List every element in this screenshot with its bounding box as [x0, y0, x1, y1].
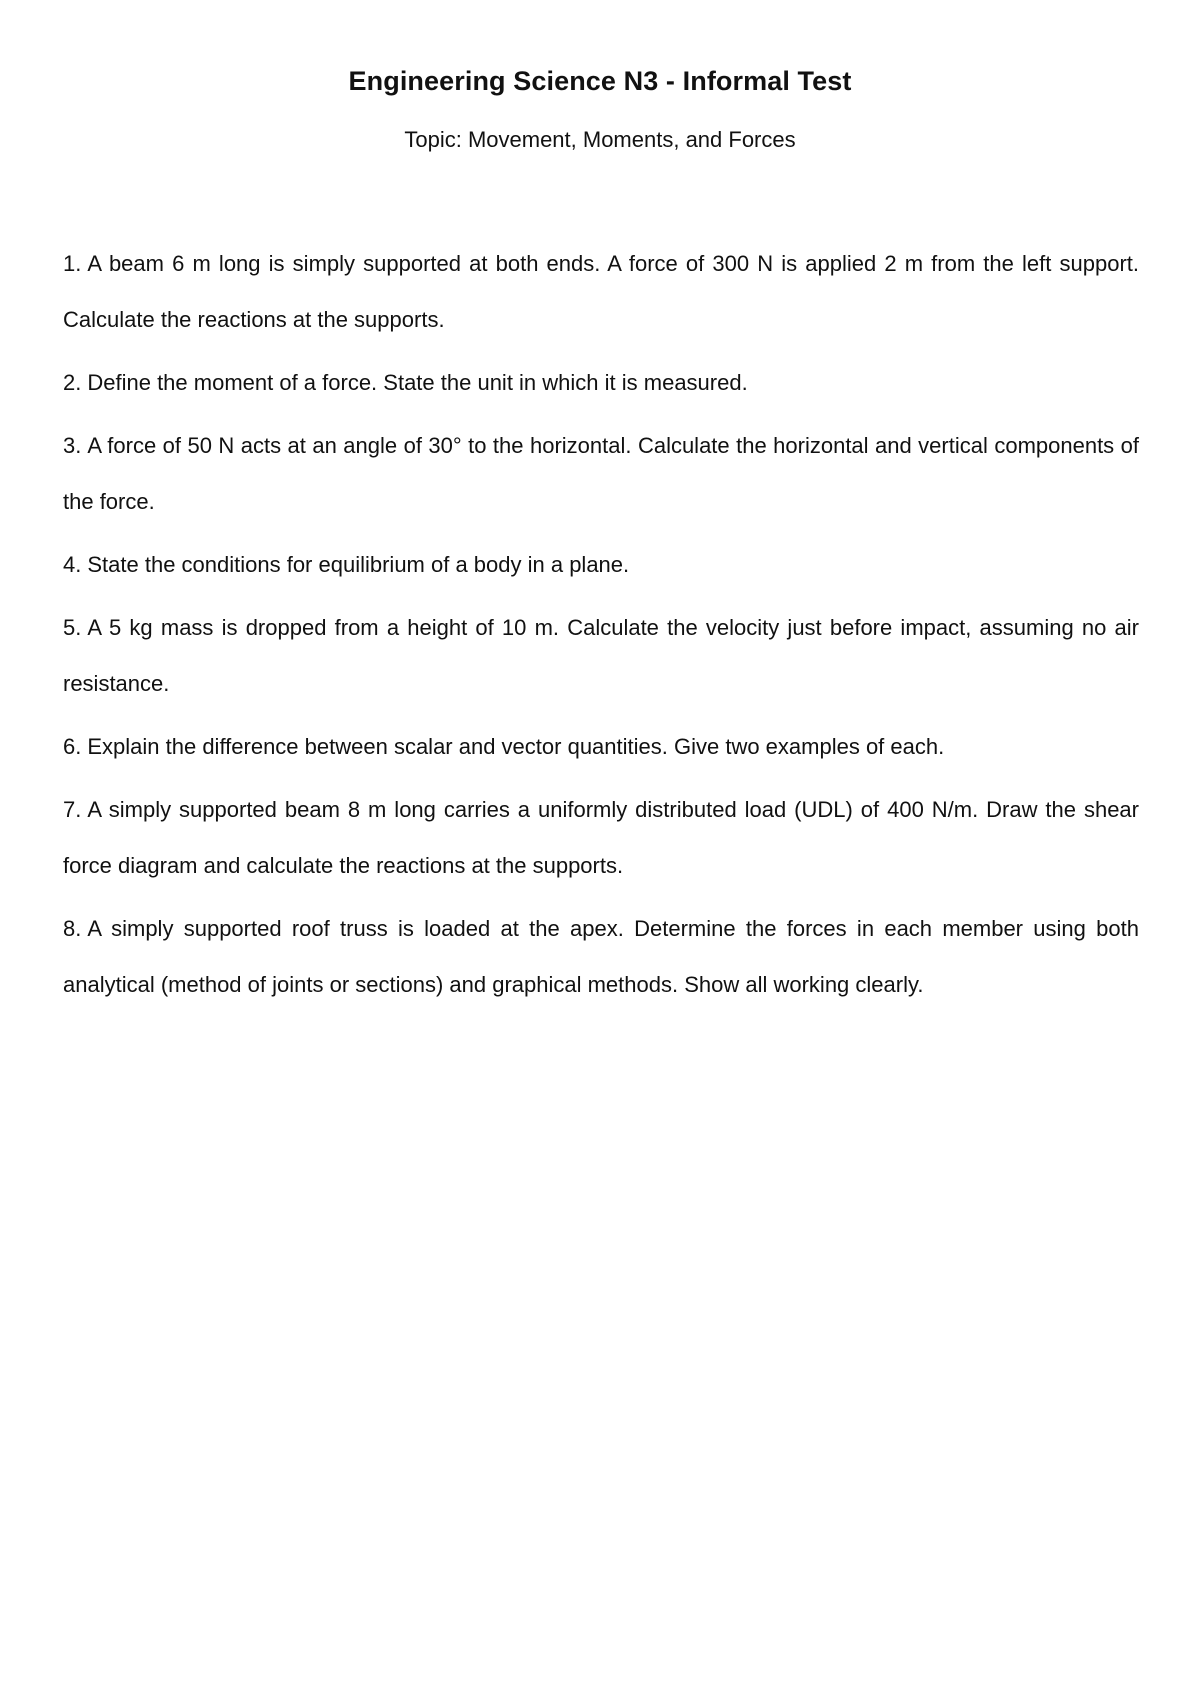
question-number: 1.: [63, 251, 82, 276]
question-text: State the conditions for equilibrium of a body in a plane.: [87, 552, 630, 577]
question-number: 5.: [63, 615, 82, 640]
question-item: [63, 236, 1139, 348]
question-number: 3.: [63, 433, 82, 458]
question-item: [63, 782, 1139, 894]
question-text: Define the moment of a force. State the unit in which it is measured.: [87, 370, 748, 395]
question-item: [63, 719, 1139, 775]
question-text: A simply supported beam 8 m long carries a uniformly distributed load (UDL) of 400 N/m. Draw the shear force diagram and calculate the reactions at the supports.: [63, 797, 1139, 878]
question-number: 2.: [63, 370, 82, 395]
question-list: [63, 236, 1139, 1020]
question-item: [63, 355, 1139, 411]
question-item: [63, 901, 1139, 1013]
question-item: [63, 600, 1139, 712]
question-item: [63, 418, 1139, 530]
question-text: A simply supported roof truss is loaded at the apex. Determine the forces in each member using both analytical (method of joints or sections) and graphical methods. Show all working clearly.: [63, 916, 1139, 997]
question-item: [63, 537, 1139, 593]
question-number: 7.: [63, 797, 82, 822]
question-number: 8.: [63, 916, 82, 941]
question-number: 6.: [63, 734, 82, 759]
question-text: A beam 6 m long is simply supported at both ends. A force of 300 N is applied 2 m from the left support. Calculate the reactions at the supports.: [63, 251, 1139, 332]
question-text: Explain the difference between scalar and vector quantities. Give two examples of each.: [87, 734, 945, 759]
question-text: A 5 kg mass is dropped from a height of 10 m. Calculate the velocity just before impact, assuming no air resistance.: [63, 615, 1139, 696]
question-text: A force of 50 N acts at an angle of 30° to the horizontal. Calculate the horizontal and vertical components of the force.: [63, 433, 1139, 514]
page-title: Engineering Science N3 - Informal Test: [348, 66, 852, 96]
page-subtitle: Topic: Movement, Moments, and Forces: [404, 127, 796, 152]
question-number: 4.: [63, 552, 82, 577]
